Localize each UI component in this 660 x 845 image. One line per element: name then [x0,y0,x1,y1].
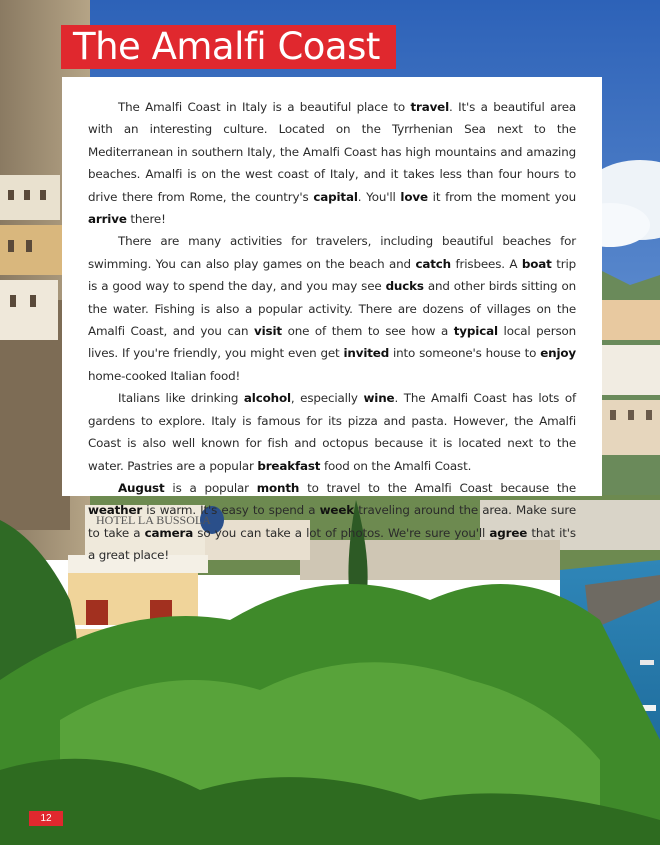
text-run: . You'll [357,189,401,204]
vocabulary-word: invited [343,346,390,361]
text-run: The Amalfi Coast in Italy is a beautiful place to [118,100,411,114]
text-run: and other birds sitting on the water. Fishing is also a popular activity. There are dozens of villages on the Amalfi Coast, and you can [88,279,576,339]
text-run: . It's a beautiful area with an interesting culture. Located on the Tyrrhenian Sea next to the Mediterranean in southern Italy, the Amalfi Coast has high mountains and amazing beaches. Amalfi is on the west coast of Italy, and it takes less than four hours to drive there from Rome, the country's [88,100,576,204]
vocabulary-word: week [319,503,354,518]
text-run: Italians like drinking [118,391,244,406]
vocabulary-word: travel [410,100,450,114]
text-run: it from the moment you [427,189,577,204]
text-run: trip is a good way to spend the day, and you may see [88,256,577,294]
text-run: so you can take a lot of photos. We're sure you'll [193,525,490,540]
text-run: there! [126,212,166,227]
paragraph [88,477,576,567]
vocabulary-word: August [118,480,165,495]
paragraph [88,230,576,387]
town-right [602,300,660,455]
text-run: one of them to see how a [281,324,454,339]
text-run: into someone's house to [389,346,541,361]
text-run: traveling around the area. Make sure to take a [88,503,576,540]
vocabulary-word: capital [313,189,358,204]
text-run: is a popular [164,480,257,495]
vocabulary-word: weather [88,503,143,518]
text-run: home-cooked Italian food! [88,368,241,383]
vocabulary-word: wine [363,391,395,406]
text-run: frisbees. A [450,256,522,271]
vocabulary-word: month [256,480,300,495]
vocabulary-word: typical [453,324,498,339]
page-title: The Amalfi Coast [61,25,396,69]
vocabulary-word: alcohol [243,391,291,406]
vocabulary-word: visit [254,324,282,339]
vocabulary-word: agree [489,525,528,540]
text-run: food on the Amalfi Coast. [320,458,472,473]
paragraph [88,96,576,230]
hotel-sign: HOTEL LA BUSSOLA [96,513,211,527]
text-run: There are many activities for travelers, including beautiful beaches for swimming. You can also play games on the beach and [88,234,576,271]
paragraph [88,387,576,477]
text-run: , especially [290,391,364,406]
vocabulary-word: ducks [385,279,424,294]
vocabulary-word: enjoy [540,346,576,361]
cliff-houses [0,175,62,340]
text-run: . The Amalfi Coast has lots of gardens to explore. Italy is famous for its pizza and pasta. However, the Amalfi Coast is also well known for fish and octopus because it is located next to the water. Pastries are a popular [88,391,576,473]
text-run: is warm. It's easy to spend a [142,503,320,518]
vocabulary-word: breakfast [257,458,321,473]
text-run: to travel to the Amalfi Coast because the [299,480,576,495]
vocabulary-word: camera [144,525,194,540]
vocabulary-word: love [400,189,428,204]
text-run: that it's a great place! [88,525,576,563]
text-run: local person lives. If you're friendly, you might even get [88,324,577,361]
vocabulary-word: catch [415,256,451,271]
vocabulary-word: arrive [88,212,127,227]
page-number: 12 [29,811,63,826]
vocabulary-word: boat [521,256,552,271]
